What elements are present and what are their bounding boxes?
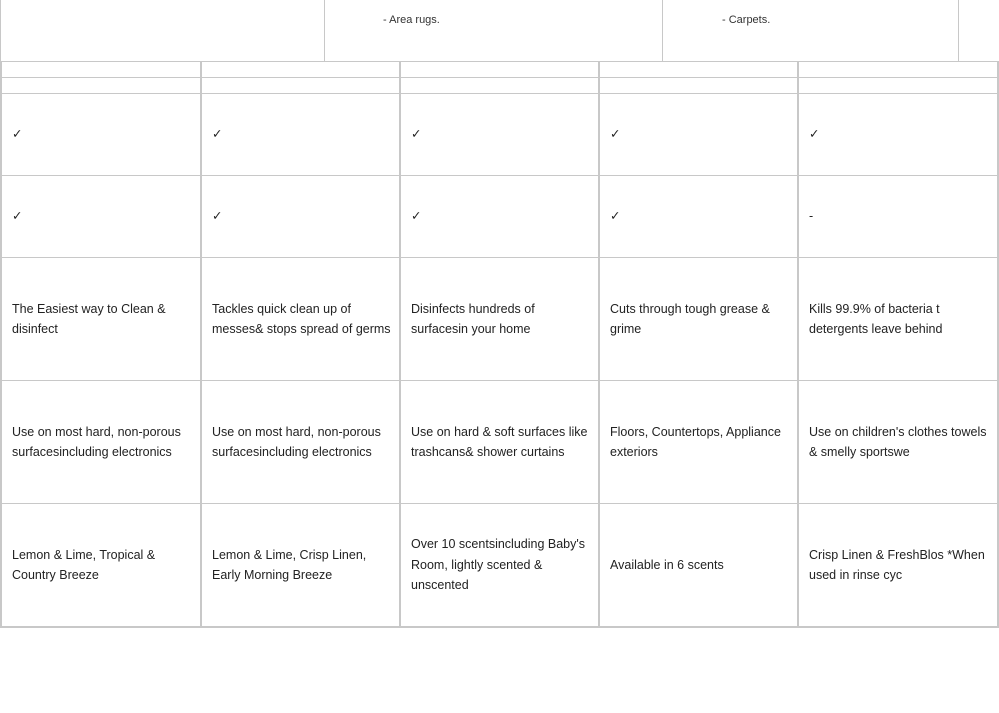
check-mark: ✓ bbox=[599, 176, 798, 258]
table-cell: Over 10 scentsincluding Baby's Room, lightly scented & unscented bbox=[400, 504, 599, 628]
table-cell bbox=[599, 62, 798, 78]
area-rugs-note: - Area rugs. bbox=[383, 14, 440, 26]
check-mark: ✓ bbox=[400, 94, 599, 176]
table-cell bbox=[798, 78, 998, 94]
table-cell: Floors, Countertops, Appliance exteriors bbox=[599, 381, 798, 504]
dash-mark: - bbox=[798, 176, 998, 258]
table-cell: Use on most hard, non-porous surfacesincluding electronics bbox=[1, 381, 201, 504]
table-cell bbox=[201, 78, 400, 94]
comparison-table bbox=[0, 61, 987, 628]
table-cell bbox=[599, 78, 798, 94]
table-cell: Use on hard & soft surfaces like trashcans& shower curtains bbox=[400, 381, 599, 504]
table-cell: Kills 99.9% of bacteria t detergents leave behind bbox=[798, 258, 998, 381]
table-row bbox=[1, 94, 998, 176]
table-row bbox=[1, 504, 998, 628]
check-mark: ✓ bbox=[400, 176, 599, 258]
table-cell bbox=[1, 78, 201, 94]
check-mark: ✓ bbox=[201, 176, 400, 258]
check-mark: ✓ bbox=[599, 94, 798, 176]
table-cell: Cuts through tough grease & grime bbox=[599, 258, 798, 381]
table-cell bbox=[201, 62, 400, 78]
spacer-row bbox=[1, 62, 998, 78]
table-cell: Crisp Linen & FreshBlos *When used in rinse cyc bbox=[798, 504, 998, 628]
table-cell: Available in 6 scents bbox=[599, 504, 798, 628]
table-cell bbox=[1, 62, 201, 78]
table-cell: Tackles quick clean up of messes& stops spread of germs bbox=[201, 258, 400, 381]
table-cell: Lemon & Lime, Crisp Linen, Early Morning Breeze bbox=[201, 504, 400, 628]
carpets-note: - Carpets. bbox=[722, 14, 771, 26]
table-row bbox=[1, 381, 998, 504]
table-cell bbox=[798, 62, 998, 78]
check-mark: ✓ bbox=[1, 176, 201, 258]
table-cell bbox=[400, 62, 599, 78]
table-cell bbox=[400, 78, 599, 94]
table-row bbox=[1, 176, 998, 258]
check-mark: ✓ bbox=[798, 94, 998, 176]
check-mark: ✓ bbox=[201, 94, 400, 176]
table-row bbox=[1, 258, 998, 381]
table-cell: Disinfects hundreds of surfacesin your home bbox=[400, 258, 599, 381]
header-cell-carpets bbox=[662, 0, 959, 62]
check-mark: ✓ bbox=[1, 94, 201, 176]
table-cell: The Easiest way to Clean & disinfect bbox=[1, 258, 201, 381]
spacer-row bbox=[1, 78, 998, 94]
header-cell-left bbox=[0, 0, 325, 62]
header-cell-area-rugs bbox=[324, 0, 663, 62]
table-cell: Use on children's clothes towels & smelly sportswe bbox=[798, 381, 998, 504]
table-cell: Use on most hard, non-porous surfacesincluding electronics bbox=[201, 381, 400, 504]
table-cell: Lemon & Lime, Tropical & Country Breeze bbox=[1, 504, 201, 628]
